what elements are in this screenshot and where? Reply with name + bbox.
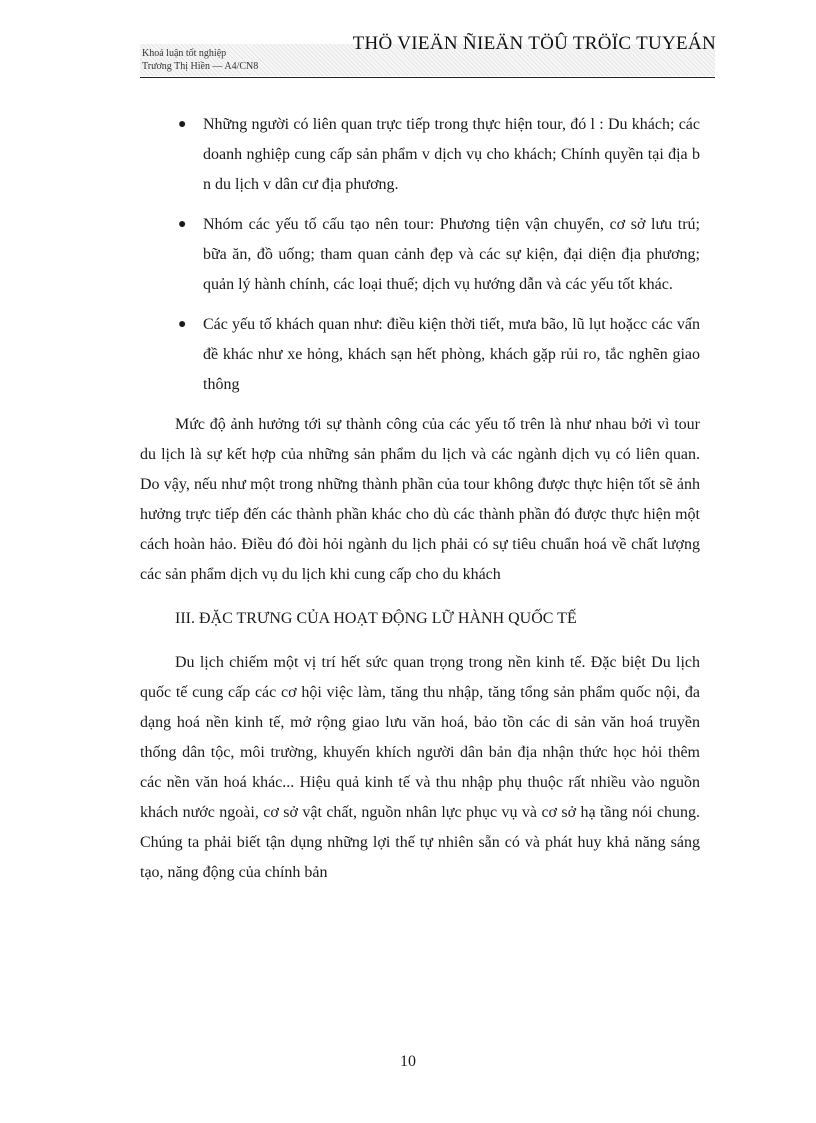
list-item-text: Nhóm các yếu tố cấu tạo nên tour: Phương tiện vận chuyển, cơ sở lưu trú; bữa ăn, đồ uống; tham quan cảnh đẹp và các sự kiện, đại diện địa phương; quản lý hành chính, các loại thuế; dịch vụ hướng dẫn và các yếu tốt khác. bbox=[203, 216, 700, 293]
paragraph-influence: Mức độ ảnh hưởng tới sự thành công của các yếu tố trên là như nhau bởi vì tour du lịch là sự kết hợp của những sản phẩm du lịch và các ngành dịch vụ có liên quan. Do vậy, nếu như một trong những thành phần của tour không được thực hiện tốt sẽ ảnh hưởng trực tiếp đến các thành phần khác cho dù các thành phần đó được thực hiện một cách hoàn hảo. Điều đó đòi hỏi ngành du lịch phải có sự tiêu chuẩn hoá về chất lượng các sản phẩm dịch vụ du lịch khi cung cấp cho du khách bbox=[140, 416, 700, 583]
bullet-list bbox=[140, 110, 700, 400]
bullet-icon: ● bbox=[178, 217, 187, 232]
page-number: 10 bbox=[400, 1053, 416, 1070]
header-library-title: THÖ VIEÄN ÑIEÄN TÖÛ TRÖÏC TUYEÁN bbox=[352, 33, 716, 54]
header-author: Trương Thị Hiền — A4/CN8 bbox=[142, 61, 259, 72]
list-item bbox=[140, 110, 700, 200]
header-divider bbox=[140, 77, 715, 78]
paragraph-tourism: Du lịch chiếm một vị trí hết sức quan trọng trong nền kinh tế. Đặc biệt Du lịch quốc tế cung cấp các cơ hội việc làm, tăng thu nhập, tăng tổng sản phẩm quốc nội, đa dạng hoá nền kinh tế, mở rộng giao lưu văn hoá, bảo tồn các di sản văn hoá truyền thống dân tộc, môi trường, khuyến khích người dân bản địa nhận thức học hỏi thêm các nền văn hoá khác... Hiệu quả kinh tế và thu nhập phụ thuộc rất nhiều vào nguồn khách nước ngoài, cơ sở vật chất, nguồn nhân lực phục vụ và cơ sở hạ tầng nói chung. Chúng ta phải biết tận dụng những lợi thế tự nhiên sẵn có và phát huy khả năng sáng tạo, năng động của chính bản bbox=[140, 654, 700, 881]
header-meta bbox=[142, 47, 258, 73]
list-item bbox=[140, 210, 700, 300]
bullet-icon: ● bbox=[178, 117, 187, 132]
list-item-text: Các yếu tố khách quan như: điều kiện thời tiết, mưa bão, lũ lụt hoặcc các vấn đề khác như xe hỏng, khách sạn hết phòng, khách gặp rủi ro, tắc nghẽn giao thông bbox=[203, 316, 700, 393]
page-body bbox=[140, 110, 700, 898]
header-thesis-label: Khoá luận tốt nghiệp bbox=[142, 48, 227, 59]
list-item-text: Những người có liên quan trực tiếp trong thực hiện tour, đó l : Du khách; các doanh nghiệp cung cấp sản phẩm v dịch vụ cho khách; Chính quyền tại địa b n du lịch v dân cư địa phương. bbox=[203, 116, 700, 193]
section-heading: III. ĐẶC TRƯNG CỦA HOẠT ĐỘNG LỮ HÀNH QUỐC TẾ bbox=[175, 610, 577, 627]
list-item bbox=[140, 310, 700, 400]
bullet-icon: ● bbox=[178, 317, 187, 332]
